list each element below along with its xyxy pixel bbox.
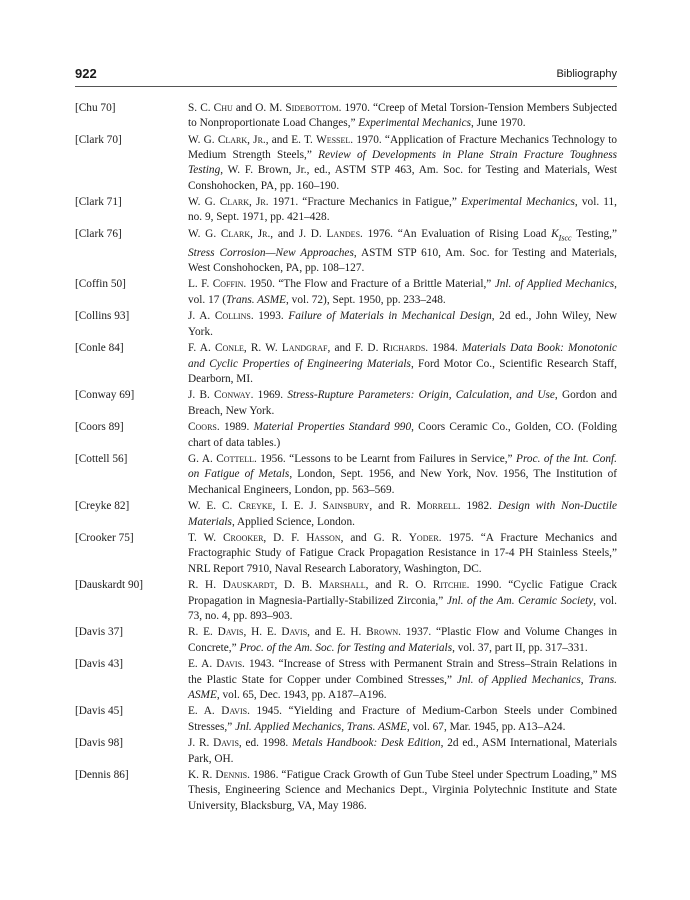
text-run: . 1937. “Plastic Flow and Volume Changes in Concrete,” — [188, 626, 618, 654]
text-run: , vol. 73, no. 4, pp. 893–903. — [188, 594, 617, 622]
reference-list — [75, 101, 617, 815]
author-name: Clark — [219, 196, 250, 209]
text-run: , and F. D. — [327, 342, 383, 355]
text-run: , H. E. — [243, 626, 282, 639]
text-run: , and E. H. — [307, 626, 367, 639]
italic-title: Materials Data Book: Monotonic and Cyclic Properties of Engineering Materials — [188, 342, 617, 370]
text-run: , June 1970. — [470, 117, 526, 130]
reference-key: [Clark 76] — [75, 228, 122, 241]
running-head: Bibliography — [556, 68, 617, 80]
text-run: , R. W. — [243, 342, 282, 355]
author-name: Landes — [326, 228, 361, 241]
reference-key: [Davis 43] — [75, 658, 124, 671]
italic-title: Jnl. of Applied Mechanics — [494, 278, 615, 291]
text-run: R. H. — [188, 579, 223, 592]
text-run: . 1970. “Creep of Metal Torsion-Tension Members Subjected to Nonproportionate Load Changes,” — [188, 102, 617, 130]
author-name: Creyke — [238, 500, 273, 513]
text-run: , vol. 37, part II, pp. 317–331. — [452, 641, 588, 654]
author-name: Coors — [188, 421, 217, 434]
author-name: Landgraf — [281, 342, 328, 355]
author-name: Conway — [214, 389, 251, 402]
text-run: . 1993. — [250, 310, 289, 323]
text-run: , — [250, 228, 258, 241]
page-number: 922 — [75, 66, 97, 81]
reference-key: [Davis 37] — [75, 626, 124, 639]
reference-key: [Dennis 86] — [75, 769, 129, 782]
reference-text — [188, 768, 617, 814]
text-run: , and J. D. — [270, 228, 327, 241]
text-run: , London, Sept. 1956, and New York, Nov. 1956, The Institution of Mechanical Engineers, London, pp. 563–569. — [188, 468, 617, 496]
author-name: Marshall — [318, 579, 366, 592]
author-name: Davis — [216, 658, 243, 671]
italic-title: Stress Corrosion—New Approaches — [188, 246, 354, 259]
author-name: Dennis — [215, 769, 248, 782]
text-run: , ASTM STP 610, Am. Soc. for Testing and Materials, West Conshohocken, PA, pp. 108–127. — [188, 246, 617, 274]
reference-key: [Conway 69] — [75, 389, 135, 402]
reference-text — [188, 657, 617, 703]
text-run: K. R. — [188, 769, 216, 782]
text-run: , I. E. J. — [272, 500, 323, 513]
text-run: , and E. T. — [265, 133, 317, 146]
text-run: . 1969. — [250, 389, 288, 402]
reference-entry — [75, 101, 617, 131]
author-name: Clark — [220, 228, 251, 241]
italic-title: Jnl. Applied Mechanics, Trans. ASME — [235, 720, 407, 733]
text-run: . 1950. “The Flow and Fracture of a Brittle Material,” — [243, 278, 495, 291]
reference-text — [188, 452, 617, 498]
reference-entry — [75, 309, 617, 339]
text-run: , ed. 1998. — [238, 737, 292, 750]
text-run: S. C. — [188, 102, 214, 114]
subscript: Iscc — [558, 233, 572, 243]
reference-entry — [75, 704, 617, 734]
reference-text — [188, 277, 617, 307]
text-run: , — [249, 196, 257, 209]
italic-title: K — [551, 228, 559, 241]
author-name: Hasson — [306, 532, 341, 545]
author-name: Davis — [281, 626, 308, 639]
author-name: Crooker — [222, 532, 264, 545]
italic-title: Jnl. of Applied Mechanics, Trans. ASME — [188, 673, 617, 701]
text-run: R. E. — [188, 626, 218, 639]
text-run: W. G. — [188, 133, 218, 146]
italic-title: Metals Handbook: Desk Edition — [291, 737, 441, 750]
text-run: , vol. 72), Sept. 1950, pp. 233–248. — [286, 293, 446, 306]
text-run: E. A. — [188, 658, 217, 671]
reference-key: [Cottell 56] — [75, 453, 128, 466]
italic-title: Design with Non-Ductile Materials — [188, 500, 618, 528]
reference-text — [188, 420, 617, 450]
reference-text — [188, 101, 617, 131]
reference-text — [188, 309, 617, 339]
text-run: Testing,” — [571, 228, 618, 241]
author-name: Davis — [217, 626, 244, 639]
italic-title: Review of Developments in Plane Strain Fracture Toughness Testing — [188, 149, 618, 177]
text-run: . 1956. “Lessons to be Learnt from Failures in Service,” — [254, 453, 517, 466]
reference-key: [Coffin 50] — [75, 278, 126, 291]
text-run: , vol. 17 ( — [188, 278, 617, 306]
text-run: W. E. C. — [188, 500, 239, 513]
reference-key: [Crooker 75] — [75, 532, 134, 545]
reference-entry — [75, 768, 617, 814]
reference-text — [188, 531, 617, 577]
author-name: Coffin — [212, 278, 244, 291]
text-run: . 1971. “Fracture Mechanics in Fatigue,” — [265, 196, 461, 209]
text-run: G. A. — [188, 453, 217, 466]
text-run: , D. F. — [263, 532, 307, 545]
reference-key: [Clark 71] — [75, 196, 122, 209]
text-run: , — [247, 133, 254, 146]
reference-entry — [75, 499, 617, 529]
italic-title: Stress-Rupture Parameters: Origin, Calculation, and Use — [287, 389, 555, 402]
text-run: E. A. — [188, 705, 222, 718]
text-run: , Ford Motor Co., Scientific Research Staff, Dearborn, MI. — [188, 357, 617, 385]
author-name: Jr. — [257, 228, 271, 241]
italic-title: Material Properties Standard 990 — [253, 421, 412, 434]
text-run: L. F. — [188, 278, 213, 291]
text-run: , and R. O. — [365, 579, 433, 592]
reference-entry — [75, 452, 617, 498]
reference-key: [Clark 70] — [75, 133, 122, 146]
text-run: . 1970. “Application of Fracture Mechanics Technology to Medium Strength Steels,” — [188, 133, 617, 162]
italic-title: Jnl. of the Am. Ceramic Society — [446, 594, 594, 607]
text-run: , 2d ed., John Wiley, New York. — [188, 310, 618, 338]
italic-title: Proc. of the Am. Soc. for Testing and Materials — [239, 641, 453, 654]
author-name: Collins — [214, 310, 251, 323]
reference-text — [188, 133, 617, 194]
text-run: , and G. R. — [340, 532, 409, 545]
text-run: T. W. — [188, 532, 223, 545]
text-run: . 1943. “Increase of Stress with Permanent Strain and Stress–Strain Relations in the Plastic State for Copper under Combined Stresses,” — [188, 658, 617, 686]
text-run: W. G. — [188, 228, 221, 241]
author-name: Yoder — [408, 532, 439, 545]
author-name: Sainsbury — [322, 500, 370, 513]
author-name: Cottell — [216, 453, 255, 466]
text-run: J. A. — [188, 310, 215, 323]
italic-title: Failure of Materials in Mechanical Design — [288, 310, 492, 323]
reference-entry — [75, 133, 617, 194]
reference-entry — [75, 420, 617, 450]
reference-key: [Collins 93] — [75, 310, 130, 323]
italic-title: Proc. of the Int. Conf. on Fatigue of Metals — [188, 453, 617, 481]
author-name: Sidebottom — [285, 102, 339, 114]
reference-text — [188, 704, 617, 734]
reference-text — [188, 578, 617, 624]
author-name: Davis — [221, 705, 248, 718]
page-header — [75, 66, 617, 87]
reference-text — [188, 227, 617, 276]
reference-entry — [75, 195, 617, 225]
text-run: F. A. — [188, 342, 215, 355]
author-name: Morrell — [416, 500, 458, 513]
text-run: . 1982. — [457, 500, 498, 513]
text-run: , 2d ed., ASM International, Materials Park, OH. — [188, 737, 617, 765]
reference-entry — [75, 277, 617, 307]
text-run: . 1984. — [425, 342, 462, 355]
reference-key: [Coors 89] — [75, 421, 124, 434]
text-run: , and R. — [369, 500, 417, 513]
author-name: Jr. — [253, 133, 266, 146]
author-name: Davis — [213, 737, 239, 750]
text-run: . 1945. “Yielding and Fracture of Medium-Carbon Steels under Combined Stresses,” — [188, 705, 617, 733]
reference-key: [Conle 84] — [75, 342, 124, 355]
text-run: . 1990. “Cyclic Fatigue Crack Propagation in Magnesia-Partially-Stabilized Zirconia,” — [188, 579, 618, 607]
reference-key: [Davis 98] — [75, 737, 124, 750]
reference-text — [188, 736, 617, 766]
italic-title: Experimental Mechanics — [358, 117, 471, 130]
italic-title: Experimental Mechanics — [460, 196, 575, 209]
author-name: Brown — [366, 626, 399, 639]
reference-entry — [75, 625, 617, 655]
reference-entry — [75, 227, 617, 276]
reference-entry — [75, 736, 617, 766]
text-run: , Gordon and Breach, New York. — [188, 389, 617, 417]
reference-key: [Chu 70] — [75, 102, 116, 114]
text-run: , D. B. — [274, 579, 319, 592]
text-run: , vol. 65, Dec. 1943, pp. A187–A196. — [216, 688, 387, 701]
text-run: , vol. 67, Mar. 1945, pp. A13–A24. — [406, 720, 566, 733]
reference-key: [Creyke 82] — [75, 500, 130, 513]
author-name: Dauskardt — [222, 579, 275, 592]
author-name: Wessel — [316, 133, 351, 146]
reference-entry — [75, 578, 617, 624]
reference-entry — [75, 531, 617, 577]
reference-key: [Dauskardt 90] — [75, 579, 144, 592]
reference-text — [188, 499, 617, 529]
reference-text — [188, 388, 617, 418]
text-run: and O. M. — [232, 102, 286, 114]
author-name: Conle — [214, 342, 244, 355]
text-run: W. G. — [188, 196, 220, 209]
reference-text — [188, 341, 617, 387]
reference-text — [188, 625, 617, 655]
reference-entry — [75, 657, 617, 703]
text-run: , vol. 11, no. 9, Sept. 1971, pp. 421–428. — [188, 196, 617, 224]
text-run: . 1986. “Fatigue Crack Growth of Gun Tube Steel under Spectrum Loading,” MS Thesis, Engineering Science and Mechanics Dept., Virginia Polytechnic Institute and State University, Blacksburg, VA, May 1986. — [188, 769, 617, 812]
text-run: . 1989. — [216, 421, 254, 434]
reference-entry — [75, 388, 617, 418]
author-name: Richards — [382, 342, 426, 355]
author-name: Jr — [256, 196, 266, 209]
text-run: . 1976. “An Evaluation of Rising Load — [360, 228, 552, 241]
italic-title: Trans. ASME — [225, 293, 287, 306]
text-run: J. R. — [188, 737, 214, 750]
text-run: , Applied Science, London. — [231, 515, 355, 528]
text-run: , Coors Ceramic Co., Golden, CO. (Folding chart of data tables.) — [188, 421, 618, 449]
text-run: , W. F. Brown, Jr., ed., ASTM STP 463, Am. Soc. for Testing and Materials, West Conshohocken, PA, pp. 160–190. — [188, 164, 617, 192]
reference-entry — [75, 341, 617, 387]
author-name: Ritchie — [432, 579, 467, 592]
author-name: Clark — [217, 133, 248, 146]
reference-key: [Davis 45] — [75, 705, 124, 718]
author-name: Chu — [213, 102, 233, 114]
text-run: . 1975. “A Fracture Mechanics and Fractographic Study of Fatigue Crack Propagation Resistance in 17-4 PH Stainless Steels,” NRL Report 7910, Naval Research Laboratory, Washington, DC. — [188, 532, 617, 575]
text-run: J. B. — [188, 389, 215, 402]
reference-text — [188, 195, 617, 225]
